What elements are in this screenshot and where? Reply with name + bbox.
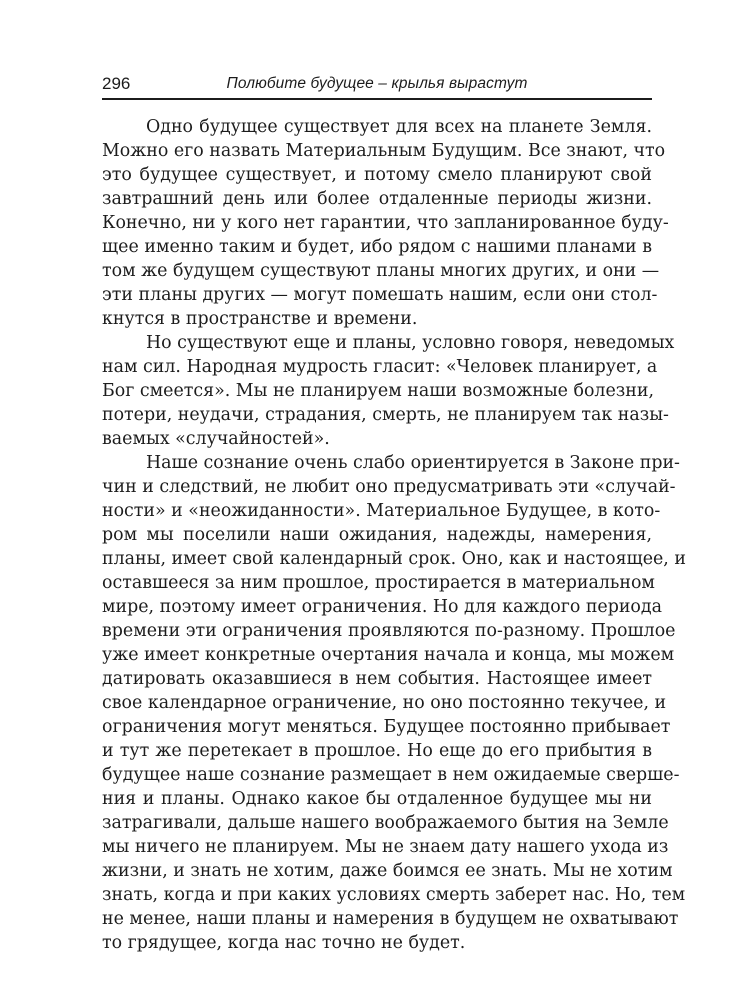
text-line: и тут же перетекает в прошлое. Но еще до его прибытия в — [102, 741, 652, 761]
text-line: ваемых «случайностей». — [102, 429, 330, 449]
text-line: мы ничего не планируем. Мы не знаем дату нашего ухода из — [102, 837, 669, 857]
text-line: завтрашний день или более отдаленные периоды жизни. — [102, 189, 652, 209]
text-line: Наше сознание очень слабо ориентируется в Законе при- — [146, 453, 680, 473]
text-line: Конечно, ни у кого нет гарантии, что запланированное буду- — [102, 213, 669, 233]
text-line: эти планы других — могут помешать нашим, если они стол- — [102, 285, 658, 305]
text-line: знать, когда и при каких условиях смерть заберет нас. Но, тем — [102, 885, 686, 905]
text-line: не менее, наши планы и намерения в будущем не охватывают — [102, 909, 679, 929]
text-line: Но существуют еще и планы, условно говоря, неведомых — [146, 333, 675, 353]
text-line: чин и следствий, не любит оно предусматривать эти «случай- — [102, 477, 676, 497]
body-text — [102, 115, 686, 955]
text-line: датировать оказавшиеся в нем события. Настоящее имеет — [102, 669, 652, 689]
text-line: кнутся в пространстве и времени. — [102, 309, 418, 329]
text-line: это будущее существует, и потому смело планируют свой — [102, 165, 652, 185]
text-line: ния и планы. Однако какое бы отдаленное будущее мы ни — [102, 789, 652, 809]
text-line: планы, имеет свой календарный срок. Оно, как и настоящее, и — [102, 549, 686, 569]
text-line: Одно будущее существует для всех на планете Земля. — [146, 117, 652, 137]
text-line: времени эти ограничения проявляются по-разному. Прошлое — [102, 621, 676, 641]
text-line: будущее наше сознание размещает в нем ожидаемые сверше- — [102, 765, 680, 785]
page-number: 296 — [102, 74, 131, 93]
text-line: то грядущее, когда нас точно не будет. — [102, 933, 466, 953]
text-line: нам сил. Народная мудрость гласит: «Человек планирует, а — [102, 357, 658, 377]
text-line: потери, неудачи, страдания, смерть, не планируем так назы- — [102, 405, 669, 425]
text-line: уже имеет конкретные очертания начала и конца, мы можем — [102, 645, 675, 665]
text-line: мире, поэтому имеет ограничения. Но для каждого периода — [102, 597, 662, 617]
text-line: жизни, и знать не хотим, даже боимся ее знать. Мы не хотим — [102, 861, 673, 881]
text-line: Бог смеется». Мы не планируем наши возможные болезни, — [102, 381, 654, 401]
text-line: Можно его назвать Материальным Будущим. Все знают, что — [102, 141, 666, 161]
text-line: затрагивали, дальше нашего воображаемого бытия на Земле — [102, 813, 669, 833]
text-line: щее именно таким и будет, ибо рядом с нашими планами в — [102, 237, 652, 257]
text-line: том же будущем существуют планы многих других, и они — — [102, 261, 660, 281]
paragraph — [102, 115, 669, 331]
text-line: ограничения могут меняться. Будущее постоянно прибывает — [102, 717, 671, 737]
running-header — [102, 72, 652, 100]
text-line: свое календарное ограничение, но оно постоянно текучее, и — [102, 693, 667, 713]
text-line: ности» и «неожиданности». Материальное Будущее, в кото- — [102, 501, 661, 521]
running-title: Полюбите будущее – крылья вырастут — [226, 75, 528, 92]
text-line: оставшееся за ним прошлое, простирается в материальном — [102, 573, 655, 593]
text-line: ром мы поселили наши ожидания, надежды, намерения, — [102, 525, 652, 545]
paragraph — [102, 331, 675, 451]
paragraph — [102, 451, 686, 955]
